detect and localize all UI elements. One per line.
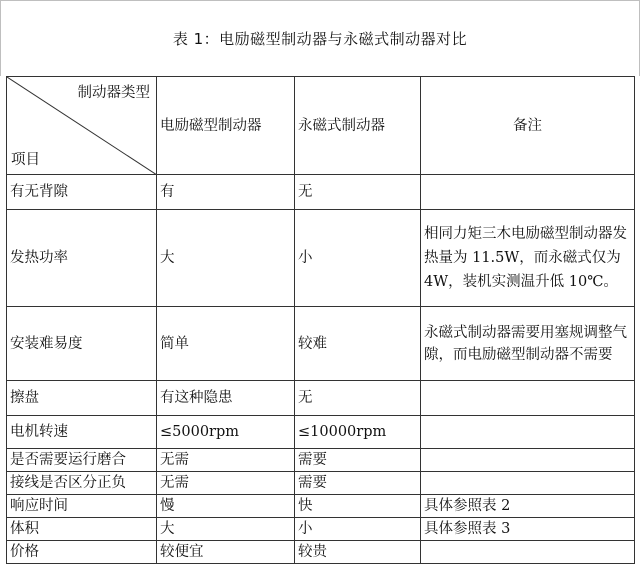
table-row: [7, 416, 635, 449]
table-row: [7, 307, 635, 381]
electric-cell: 大: [157, 210, 295, 307]
corner-top-label: 制动器类型: [77, 85, 150, 101]
item-cell: 体积: [7, 518, 157, 541]
permanent-cell: 小: [295, 518, 421, 541]
item-cell: 有无背隙: [7, 175, 157, 210]
electric-cell: 慢: [157, 495, 295, 518]
header-row: [7, 77, 635, 175]
note-cell: [421, 416, 635, 449]
electric-cell: 简单: [157, 307, 295, 381]
item-cell: 安装难易度: [7, 307, 157, 381]
note-cell: 具体参照表 3: [421, 518, 635, 541]
table-row: [7, 381, 635, 416]
table-title: 表 1：电励磁型制动器与永磁式制动器对比: [172, 30, 468, 48]
corner-header-cell: [7, 77, 157, 175]
header-note: 备注: [421, 77, 635, 175]
note-cell: [421, 472, 635, 495]
note-cell: 永磁式制动器需要用塞规调整气隙，而电励磁型制动器不需要: [421, 307, 635, 381]
electric-cell: ≤5000rpm: [157, 416, 295, 449]
table-row: [7, 175, 635, 210]
header-permanent: 永磁式制动器: [295, 77, 421, 175]
item-cell: 价格: [7, 541, 157, 564]
item-cell: 接线是否区分正负: [7, 472, 157, 495]
electric-cell: 无需: [157, 472, 295, 495]
note-cell: 具体参照表 2: [421, 495, 635, 518]
permanent-cell: ≤10000rpm: [295, 416, 421, 449]
comparison-table: [6, 76, 635, 564]
table-row: [7, 495, 635, 518]
electric-cell: 无需: [157, 449, 295, 472]
permanent-cell: 较难: [295, 307, 421, 381]
header-electric: 电励磁型制动器: [157, 77, 295, 175]
permanent-cell: 较贵: [295, 541, 421, 564]
table-row: [7, 541, 635, 564]
item-cell: 擦盘: [7, 381, 157, 416]
note-cell: [421, 541, 635, 564]
note-cell: [421, 449, 635, 472]
note-cell: [421, 381, 635, 416]
item-cell: 电机转速: [7, 416, 157, 449]
permanent-cell: 需要: [295, 449, 421, 472]
permanent-cell: 小: [295, 210, 421, 307]
electric-cell: 有: [157, 175, 295, 210]
table-row: [7, 472, 635, 495]
table-caption: [0, 0, 640, 76]
item-cell: 是否需要运行磨合: [7, 449, 157, 472]
item-cell: 发热功率: [7, 210, 157, 307]
note-cell: [421, 175, 635, 210]
electric-cell: 有这种隐患: [157, 381, 295, 416]
electric-cell: 大: [157, 518, 295, 541]
permanent-cell: 快: [295, 495, 421, 518]
corner-bottom-label: 项目: [11, 152, 40, 168]
table-row: [7, 210, 635, 307]
permanent-cell: 需要: [295, 472, 421, 495]
permanent-cell: 无: [295, 175, 421, 210]
permanent-cell: 无: [295, 381, 421, 416]
electric-cell: 较便宜: [157, 541, 295, 564]
table-row: [7, 449, 635, 472]
item-cell: 响应时间: [7, 495, 157, 518]
table-row: [7, 518, 635, 541]
note-cell: 相同力矩三木电励磁型制动器发热量为 11.5W，而永磁式仅为 4W，装机实测温升低 10℃。: [421, 210, 635, 307]
